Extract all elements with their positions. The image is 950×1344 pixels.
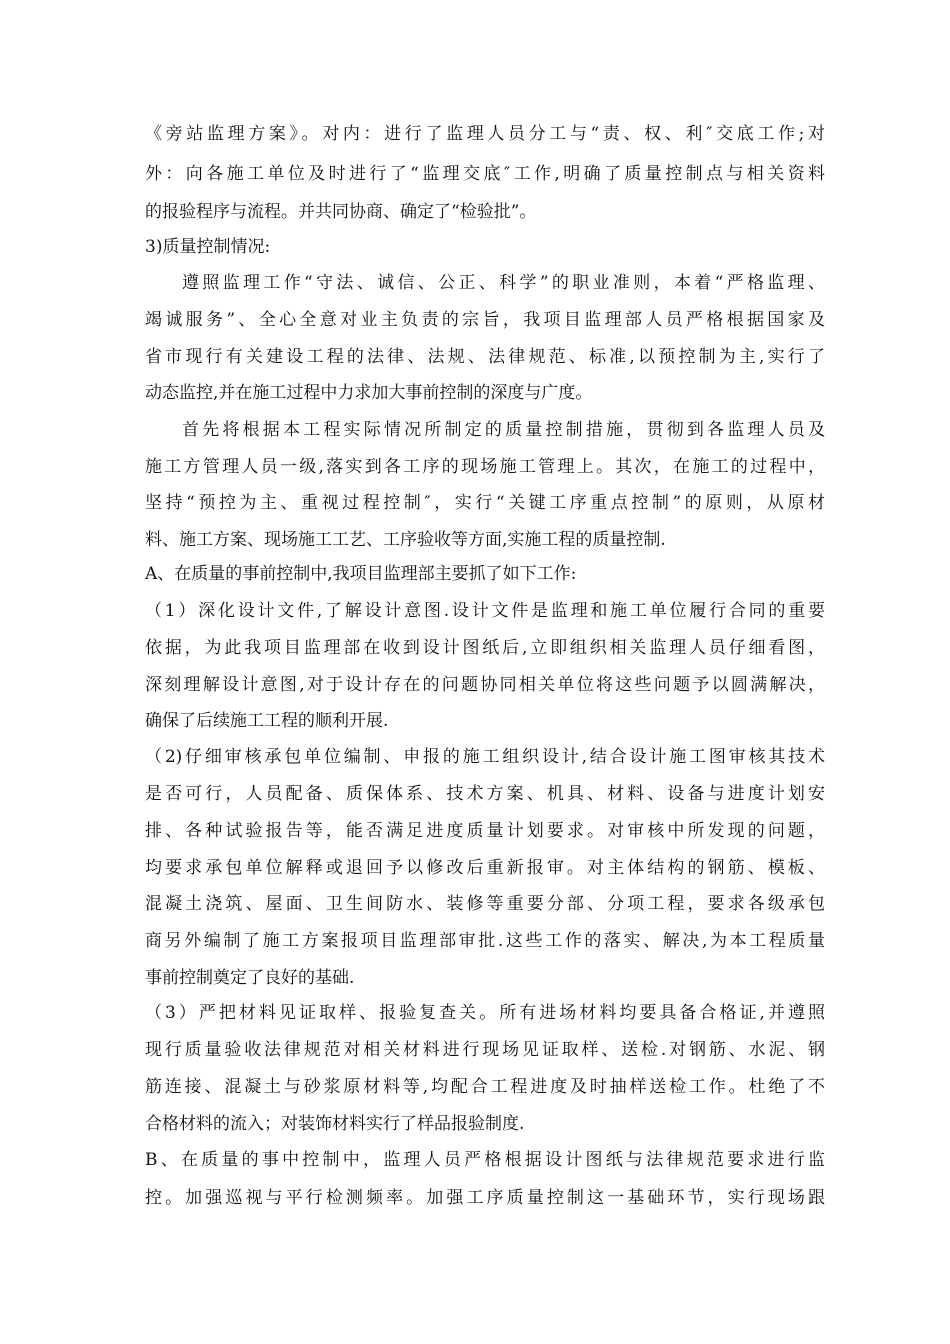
text-line: 施工方管理人员一级,落实到各工序的现场施工管理上。其次，在施工的过程中， bbox=[145, 457, 825, 477]
text-line: 省市现行有关建设工程的法律、法规、法律规范、标准,以预控制为主,实行了 bbox=[145, 347, 825, 367]
text-line: 深刻理解设计意图,对于设计存在的问题协同相关单位将这些问题予以圆满解决， bbox=[145, 675, 825, 695]
text-line: 事前控制奠定了良好的基础. bbox=[145, 968, 355, 988]
text-line: 均要求承包单位解释或退回予以修改后重新报审。对主体结构的钢筋、模板、 bbox=[145, 858, 825, 878]
text-line: 依据，为此我项目监理部在收到设计图纸后,立即组织相关监理人员仔细看图， bbox=[145, 638, 825, 658]
text-line: A、在质量的事前控制中,我项目监理部主要抓了如下工作: bbox=[145, 564, 577, 584]
text-line: 现行质量验收法律规范对相关材料进行现场见证取样、送检.对钢筋、水泥、钢 bbox=[145, 1040, 825, 1060]
text-line: 坚持“预控为主、重视过程控制″，实行“关键工序重点控制”的原则，从原材 bbox=[145, 493, 825, 513]
text-line: B、在质量的事中控制中，监理人员严格根据设计图纸与法律规范要求进行监 bbox=[145, 1150, 825, 1170]
text-line: 遵照监理工作“守法、诚信、公正、科学”的职业准则，本着“严格监理、 bbox=[182, 273, 825, 293]
section-heading: 3)质量控制情况: bbox=[145, 237, 271, 257]
text-line: 《旁站监理方案》。对内：进行了监理人员分工与“责、权、利″交底工作;对 bbox=[145, 124, 825, 144]
text-line: 商另外编制了施工方案报项目监理部审批.这些工作的落实、解决,为本工程质量 bbox=[145, 931, 825, 951]
text-line: 确保了后续施工工程的顺利开展. bbox=[145, 711, 389, 731]
text-line: （1）深化设计文件,了解设计意图.设计文件是监理和施工单位履行合同的重要 bbox=[145, 601, 825, 621]
text-line: 料、施工方案、现场施工工艺、工序验收等方面,实施工程的质量控制. bbox=[145, 530, 666, 550]
text-line: 控。加强巡视与平行检测频率。加强工序质量控制这一基础环节，实行现场跟 bbox=[145, 1188, 825, 1208]
text-line: 合格材料的流入；对装饰材料实行了样品报验制度. bbox=[145, 1114, 525, 1134]
text-line: 筋连接、混凝土与砂浆原材料等,均配合工程进度及时抽样送检工作。杜绝了不 bbox=[145, 1077, 825, 1097]
text-line: （3）严把材料见证取样、报验复查关。所有进场材料均要具备合格证,并遵照 bbox=[145, 1003, 825, 1023]
text-line: 首先将根据本工程实际情况所制定的质量控制措施，贯彻到各监理人员及 bbox=[182, 420, 825, 440]
text-line: （2)仔细审核承包单位编制、申报的施工组织设计,结合设计施工图审核其技术 bbox=[145, 747, 825, 767]
text-line: 的报验程序与流程。并共同协商、确定了“检验批”。 bbox=[145, 202, 537, 222]
text-line: 竭诚服务”、全心全意对业主负责的宗旨，我项目监理部人员严格根据国家及 bbox=[145, 310, 825, 330]
text-line: 是否可行，人员配备、质保体系、技术方案、机具、材料、设备与进度计划安 bbox=[145, 784, 825, 804]
text-line: 外：向各施工单位及时进行了“监理交底″工作,明确了质量控制点与相关资料 bbox=[145, 164, 825, 184]
text-line: 动态监控,并在施工过程中力求加大事前控制的深度与广度。 bbox=[145, 383, 593, 403]
text-line: 排、各种试验报告等，能否满足进度质量计划要求。对审核中所发现的问题， bbox=[145, 821, 825, 841]
text-line: 混凝土浇筑、屋面、卫生间防水、装修等重要分部、分项工程，要求各级承包 bbox=[145, 894, 825, 914]
